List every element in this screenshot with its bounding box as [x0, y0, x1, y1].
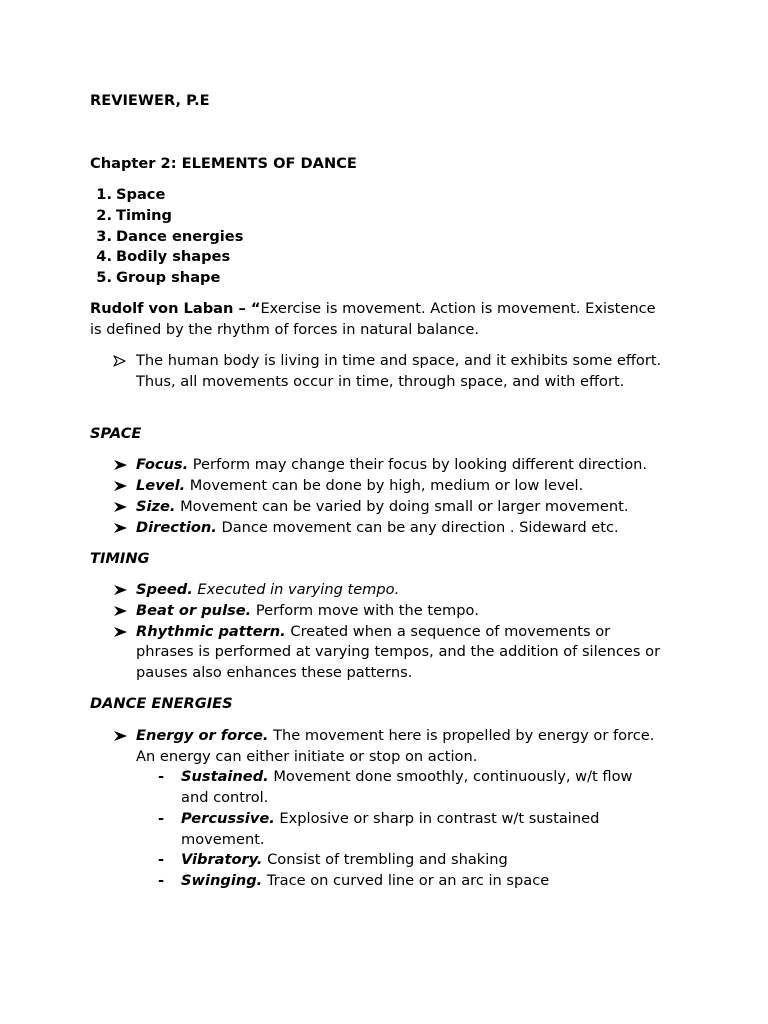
dash-bullet: -: [158, 872, 165, 889]
desc: Executed in varying tempo.: [192, 581, 400, 598]
list-number: 5.: [96, 269, 112, 286]
term: Focus.: [136, 456, 189, 473]
arrow-bullet-icon: [113, 730, 129, 742]
intro-bullet-line-2: Thus, all movements occur in time, through space, and with effort.: [136, 373, 625, 390]
arrow-bullet-icon: [113, 501, 129, 513]
term: Sustained.: [181, 768, 269, 785]
dash-bullet: -: [158, 851, 165, 868]
term: Percussive.: [181, 810, 275, 827]
space-item-level: [136, 476, 583, 497]
term: Beat or pulse.: [136, 602, 252, 619]
term: Speed.: [136, 581, 193, 598]
term: Rhythmic pattern.: [136, 623, 286, 640]
list-item-dance-energies: Dance energies: [116, 228, 244, 245]
space-item-size: [136, 497, 629, 518]
energy-sub-swinging: [181, 871, 549, 892]
quote-author: Rudolf von Laban – “: [90, 300, 261, 317]
dash-bullet: -: [158, 768, 165, 785]
space-item-focus: [136, 455, 647, 476]
list-number: 4.: [96, 248, 112, 265]
arrow-bullet-icon: [113, 626, 129, 638]
desc: Perform move with the tempo.: [251, 602, 479, 619]
desc: The movement here is propelled by energy or force.: [268, 727, 655, 744]
term: Swinging.: [181, 872, 263, 889]
chapter-title: Chapter 2: ELEMENTS OF DANCE: [90, 155, 357, 172]
timing-item-rhythmic: [136, 622, 610, 643]
term: Size.: [136, 498, 176, 515]
quote-line-1: [90, 299, 656, 320]
arrow-bullet-icon: [113, 584, 129, 596]
quote-line-2: is defined by the rhythm of forces in natural balance.: [90, 321, 479, 338]
list-number: 3.: [96, 228, 112, 245]
percussive-line-2: movement.: [181, 831, 265, 848]
desc: Explosive or sharp in contrast w/t sustained: [274, 810, 600, 827]
desc: Movement done smoothly, continuously, w/t flow: [268, 768, 633, 785]
timing-item-speed: [136, 580, 399, 601]
list-number: 1.: [96, 186, 112, 203]
sustained-line-2: and control.: [181, 789, 269, 806]
dance-energies-heading: DANCE ENERGIES: [90, 695, 233, 712]
term: Direction.: [136, 519, 217, 536]
desc: Movement can be varied by doing small or larger movement.: [175, 498, 629, 515]
timing-item-beat: [136, 601, 479, 622]
term: Vibratory.: [181, 851, 263, 868]
list-item-space: Space: [116, 186, 166, 203]
timing-heading: TIMING: [90, 550, 150, 567]
term: Level.: [136, 477, 186, 494]
energy-item: [136, 726, 654, 747]
desc: Movement can be done by high, medium or low level.: [185, 477, 584, 494]
desc: Consist of trembling and shaking: [262, 851, 508, 868]
list-item-bodily-shapes: Bodily shapes: [116, 248, 231, 265]
arrow-bullet-icon: [113, 480, 129, 492]
energy-line-2: An energy can either initiate or stop on action.: [136, 748, 478, 765]
energy-sub-sustained: [181, 767, 632, 788]
list-item-timing: Timing: [116, 207, 173, 224]
desc: Perform may change their focus by looking different direction.: [188, 456, 648, 473]
arrow-bullet-icon: [113, 605, 129, 617]
quote-text-1: Exercise is movement. Action is movement. Existence: [260, 300, 656, 317]
desc: Trace on curved line or an arc in space: [262, 872, 550, 889]
arrow-bullet-icon: [113, 355, 129, 367]
arrow-bullet-icon: [113, 522, 129, 534]
desc: Created when a sequence of movements or: [285, 623, 611, 640]
space-heading: SPACE: [90, 425, 142, 442]
energy-sub-vibratory: [181, 850, 508, 871]
energy-sub-percussive: [181, 809, 599, 830]
intro-bullet-line-1: The human body is living in time and space, and it exhibits some effort.: [136, 352, 662, 369]
timing-rhythmic-line-2: phrases is performed at varying tempos, and the addition of silences or: [136, 643, 661, 660]
doc-title: REVIEWER, P.E: [90, 92, 210, 109]
desc: Dance movement can be any direction . Sideward etc.: [216, 519, 619, 536]
arrow-bullet-icon: [113, 459, 129, 471]
list-number: 2.: [96, 207, 112, 224]
dash-bullet: -: [158, 810, 165, 827]
timing-rhythmic-line-3: pauses also enhances these patterns.: [136, 664, 413, 681]
term: Energy or force.: [136, 727, 269, 744]
list-item-group-shape: Group shape: [116, 269, 221, 286]
space-item-direction: [136, 518, 619, 539]
